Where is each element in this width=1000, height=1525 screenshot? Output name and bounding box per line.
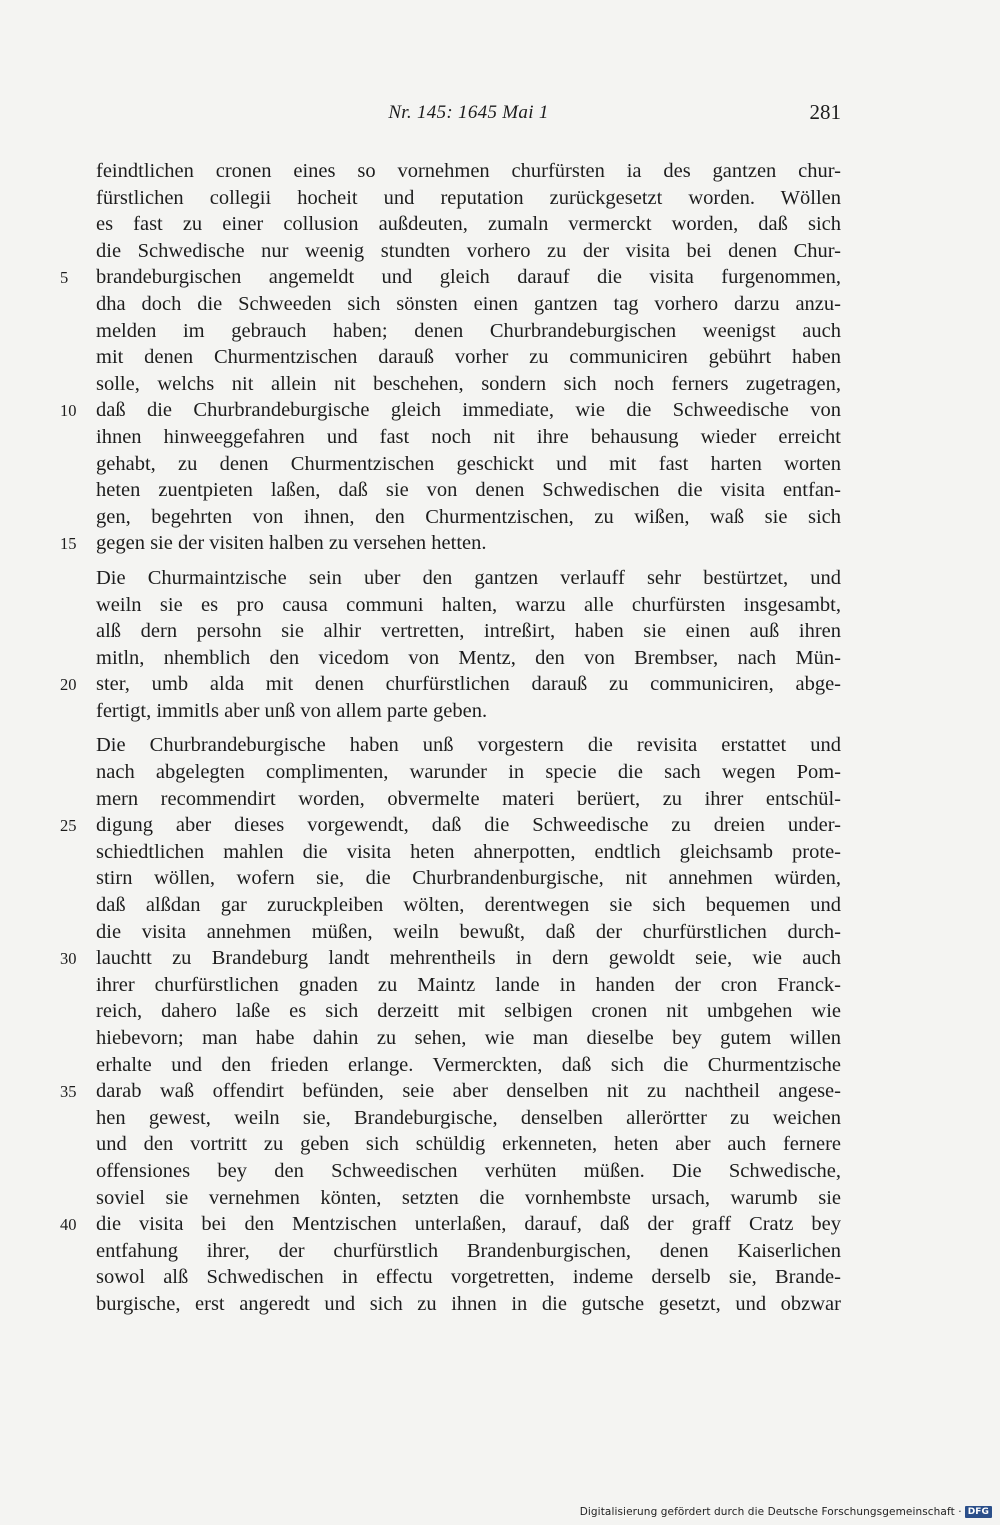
text-line [96,972,841,999]
text-line [60,1211,841,1238]
line-text: stirn wöllen, wofern sie, die Churbrandenburgische, nit annehmen würden, [96,867,841,890]
line-text: und den vortritt zu geben sich schüldig erkenneten, heten aber auch fernere [96,1133,841,1156]
line-number: 25 [60,816,77,836]
line-number: 5 [60,268,69,288]
line-text: die visita annehmen müßen, weiln bewußt, daß der churfürstlichen durch- [96,920,841,943]
text-line [96,504,841,531]
line-text: lauchtt zu Brandeburg landt mehrentheils in dern gewoldt seie, wie auch [96,947,841,970]
text-line [96,998,841,1025]
line-text: dha doch die Schweeden sich sönsten einen gantzen tag vorhero darzu anzu- [96,292,841,315]
line-text: offensiones bey den Schweedischen verhüten müßen. Die Schwedische, [96,1159,841,1182]
text-line [96,1052,841,1079]
text-line [96,1238,841,1265]
text-line [60,812,841,839]
line-number: 10 [60,401,77,421]
line-text: schiedtlichen mahlen die visita heten ahnerpotten, endtlich gleichsamb prote- [96,840,841,863]
text-line [96,185,841,212]
line-text: hiebevorn; man habe dahin zu sehen, wie man dieselbe bey gutem willen [96,1027,841,1049]
line-number: 20 [60,675,77,695]
text-line [96,732,841,759]
line-text: es fast zu einer collusion außdeuten, zumaln vermerckt worden, daß sich [96,213,841,236]
body-text [60,158,841,1318]
text-line [96,592,841,619]
line-text: Die Churmaintzische sein uber den gantzen verlauff sehr bestürtzet, und [96,566,841,589]
line-text: melden im gebrauch haben; denen Churbrandeburgischen weenigst auch [96,319,841,342]
line-text: ster, umb alda mit denen churfürstlichen darauß zu communiciren, abge- [96,673,841,696]
line-text: fürstlichen collegii hocheit und reputation zurückgesetzt worden. Wöllen [96,186,841,209]
text-line [96,759,841,786]
line-text: gen, begehrten von ihnen, den Churmentzischen, zu wißen, waß sie sich [96,505,841,528]
text-line [96,1105,841,1132]
line-number: 40 [60,1215,77,1235]
text-line [96,645,841,672]
text-line [96,786,841,813]
line-text: mit denen Churmentzischen darauß vorher zu communiciren gebührt haben [96,346,841,369]
text-line [96,424,841,451]
text-line [96,1291,841,1318]
line-text: digung aber dieses vorgewendt, daß die Schweedische zu dreien under- [96,814,841,837]
line-text: mitln, nhemblich den vicedom von Mentz, den von Brembser, nach Mün- [96,646,841,669]
text-line [96,477,841,504]
text-line [96,698,841,725]
running-head [96,102,841,132]
text-line [96,919,841,946]
line-text: mern recommendirt worden, obvermelte materi berüert, zu ihrer entschül- [96,787,841,810]
text-line [96,158,841,185]
line-text: fertigt, immitls aber unß von allem parte geben. [96,699,488,722]
line-number: 30 [60,949,77,969]
text-line [96,618,841,645]
text-line [60,397,841,424]
line-text: die Schwedische nur weenig stundten vorhero zu der visita bei denen Chur- [96,239,841,262]
text-line [96,1264,841,1291]
line-text: hen gewest, weiln sie, Brandeburgische, denselben allerörtter zu weichen [96,1106,841,1129]
text-line [96,1025,841,1052]
text-line [96,451,841,478]
line-text: daß die Churbrandeburgische gleich immediate, wie die Schweedische von [96,399,841,422]
text-line [96,565,841,592]
line-text: erhalte und den frieden erlange. Vermerckten, daß sich die Churmentzische [96,1053,841,1076]
text-line [96,1185,841,1212]
page-number: 281 [809,100,841,124]
text-line [60,264,841,291]
text-line [60,1078,841,1105]
line-text: ihnen hinweeggefahren und fast noch nit ihre behausung wieder erreicht [96,425,841,448]
line-text: entfahung ihrer, der churfürstlich Brandenburgischen, denen Kaiserlichen [96,1239,841,1262]
line-text: sowol alß Schwedischen in effectu vorgetretten, indeme derselb sie, Brande- [96,1266,841,1289]
text-line [96,892,841,919]
line-text: soviel sie vernehmen könten, setzten die vornhembste ursach, warumb sie [96,1186,841,1209]
text-line [96,318,841,345]
credit-text: Digitalisierung gefördert durch die Deutsche Forschungsgemeinschaft · [579,1506,962,1518]
line-text: Die Churbrandeburgische haben unß vorgestern die revisita erstattet und [96,734,841,757]
line-text: heten zuentpieten laßen, daß sie von denen Schwedischen die visita entfan- [96,479,841,502]
text-line [96,344,841,371]
text-line [96,865,841,892]
text-line [96,1131,841,1158]
line-text: gegen sie der visiten halben zu versehen hetten. [96,532,487,555]
text-line [96,238,841,265]
line-text: brandeburgischen angemeldt und gleich darauf die visita furgenommen, [96,266,841,289]
text-line [60,671,841,698]
line-text: gehabt, zu denen Churmentzischen geschickt und mit fast harten worten [96,452,841,475]
line-text: daß alßdan gar zuruckpleiben wölten, derentwegen sie sich bequemen und [96,894,841,917]
line-text: die visita bei den Mentzischen unterlaßen, darauf, daß der graff Cratz bey [96,1213,841,1236]
text-line [96,371,841,398]
text-line [96,839,841,866]
line-text: alß dern persohn sie alhir vertretten, intreßirt, haben sie einen auß ihren [96,620,841,643]
line-text: reich, dahero laße es sich derzeitt mit selbigen cronen nit umbgehen wie [96,1000,841,1023]
line-number: 15 [60,534,77,554]
line-text: burgische, erst angeredt und sich zu ihnen in die gutsche gesetzt, und obzwar [96,1292,841,1315]
dfg-logo: DFG [965,1506,992,1518]
line-text: nach abgelegten complimenten, warunder in specie die sach wegen Pom- [96,761,841,784]
digitization-credit [580,1503,992,1521]
line-text: solle, welchs nit allein nit beschehen, sondern sich noch ferners zugetragen, [96,372,841,395]
line-number: 35 [60,1082,77,1102]
running-head-title: Nr. 145: 1645 Mai 1 [388,102,549,123]
text-line [96,211,841,238]
text-line [60,530,841,557]
line-text: ihrer churfürstlichen gnaden zu Maintz lande in handen der cron Franck- [96,973,841,996]
line-text: darab waß offendirt befünden, seie aber denselben nit zu nachtheil angese- [96,1080,841,1103]
line-text: feindtlichen cronen eines so vornehmen churfürsten ia des gantzen chur- [96,160,841,182]
text-line [60,945,841,972]
text-line [96,1158,841,1185]
line-text: weiln sie es pro causa communi halten, warzu alle churfürsten insgesambt, [96,593,841,616]
text-line [96,291,841,318]
